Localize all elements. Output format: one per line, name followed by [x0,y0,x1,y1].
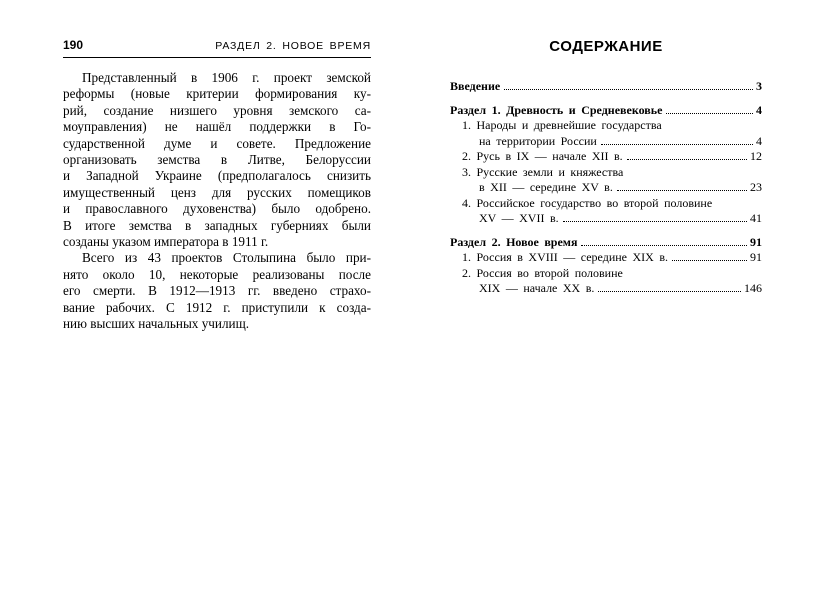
toc-entry-row [462,281,762,297]
toc-entry-text: на территории России [479,133,597,148]
toc-entry [462,196,762,227]
page-number: 190 [63,38,84,52]
dot-leader [598,291,741,292]
left-page [63,38,371,333]
text-line: вание рабочих. С 1912 г. приступили к созда- [63,299,371,315]
toc-entry [450,79,762,95]
text-line: рий, создание низшего уровня земского са- [63,102,371,118]
toc-entry [462,118,762,149]
toc-entry [462,250,762,266]
toc-entry-text: Раздел 1. Древность и Средневековье [450,102,663,117]
text-line: и православного духовенства) было одобрено. [63,201,371,217]
toc-entry [462,165,762,196]
toc-entry-text: Раздел 2. Новое время [450,234,578,249]
text-line: и Западной Украине (предполагалось снизить [63,168,371,184]
dot-leader [504,89,753,90]
text-line: Всего из 43 проектов Столыпина было при- [82,250,371,266]
dot-leader [563,221,747,222]
toc-entry-text: 2. Русь в IX — начале XII в. [462,149,623,163]
right-page [450,38,762,297]
toc-page-number: 91 [750,234,762,249]
toc-entries [450,79,762,297]
toc-entry-text: 1. Народы и древнейшие государства [462,118,662,132]
text-line: нято около 10, некоторые реализованы после [63,266,371,282]
dot-leader [617,190,747,191]
toc-page-number: 146 [744,281,762,295]
text-line: созданы указом императора в 1911 г. [63,234,269,250]
text-line: нию высших начальных училищ. [63,316,250,332]
running-head [63,38,371,58]
dot-leader [672,260,747,261]
text-line: Представленный в 1906 г. проект земской [82,70,371,85]
dot-leader [666,113,753,114]
body-text [63,70,371,333]
text-line: сударственной думе и совете. Предложение [63,135,371,151]
text-line: моуправления) не нашёл поддержки в Го- [63,119,371,135]
toc-entry-row [462,180,762,196]
toc-entry-row [462,134,762,150]
toc-entry-text: 1. Россия в XVIII — середине XIX в. [462,250,668,264]
toc-entry [450,103,762,119]
dot-leader [627,159,747,160]
toc-entry [450,235,762,251]
toc-entry-text: в XII — середине XV в. [479,180,613,194]
toc-entry-row [462,250,762,266]
toc-page-number: 4 [756,102,762,117]
toc-entry-text: Введение [450,79,501,93]
toc-entry-row [450,103,762,119]
toc-entry-text: XIX — начале XX в. [479,281,595,295]
dot-leader [601,144,753,145]
toc-entry-text: 3. Русские земли и княжества [462,164,624,179]
toc-entry [462,149,762,165]
toc-entry-text: 4. Российское государство во второй половине [462,195,713,210]
toc-page-number: 91 [750,250,762,264]
toc-entry-row [462,149,762,165]
toc-page-number: 4 [756,133,762,148]
text-line: имущественный ценз для русских помещиков [63,184,371,200]
toc-page-number: 41 [750,211,762,225]
toc-entry-text: XV — XVII в. [479,211,559,225]
paragraph [63,250,371,332]
toc-entry-row [450,235,762,251]
text-line: его смерти. В 1912—1913 гг. введено страхо- [63,283,371,299]
dot-leader [581,245,747,246]
toc-title: СОДЕРЖАНИЕ [549,38,663,55]
text-line: организовать земства в Литве, Белоруссии [63,152,371,168]
toc-entry-text: 2. Россия во второй половине [462,265,623,280]
toc-entry [462,266,762,297]
toc-page-number: 23 [750,180,762,194]
toc-page-number: 3 [756,79,762,93]
text-line: В итоге земства в западных губерниях были [63,217,371,233]
running-head-title: РАЗДЕЛ 2. НОВОЕ ВРЕМЯ [215,40,371,52]
toc-entry-row [450,79,762,95]
toc-page-number: 12 [750,149,762,163]
paragraph [63,70,371,250]
toc-entry-row [462,211,762,227]
text-line: реформы (новые критерии формирования ку- [63,86,371,102]
